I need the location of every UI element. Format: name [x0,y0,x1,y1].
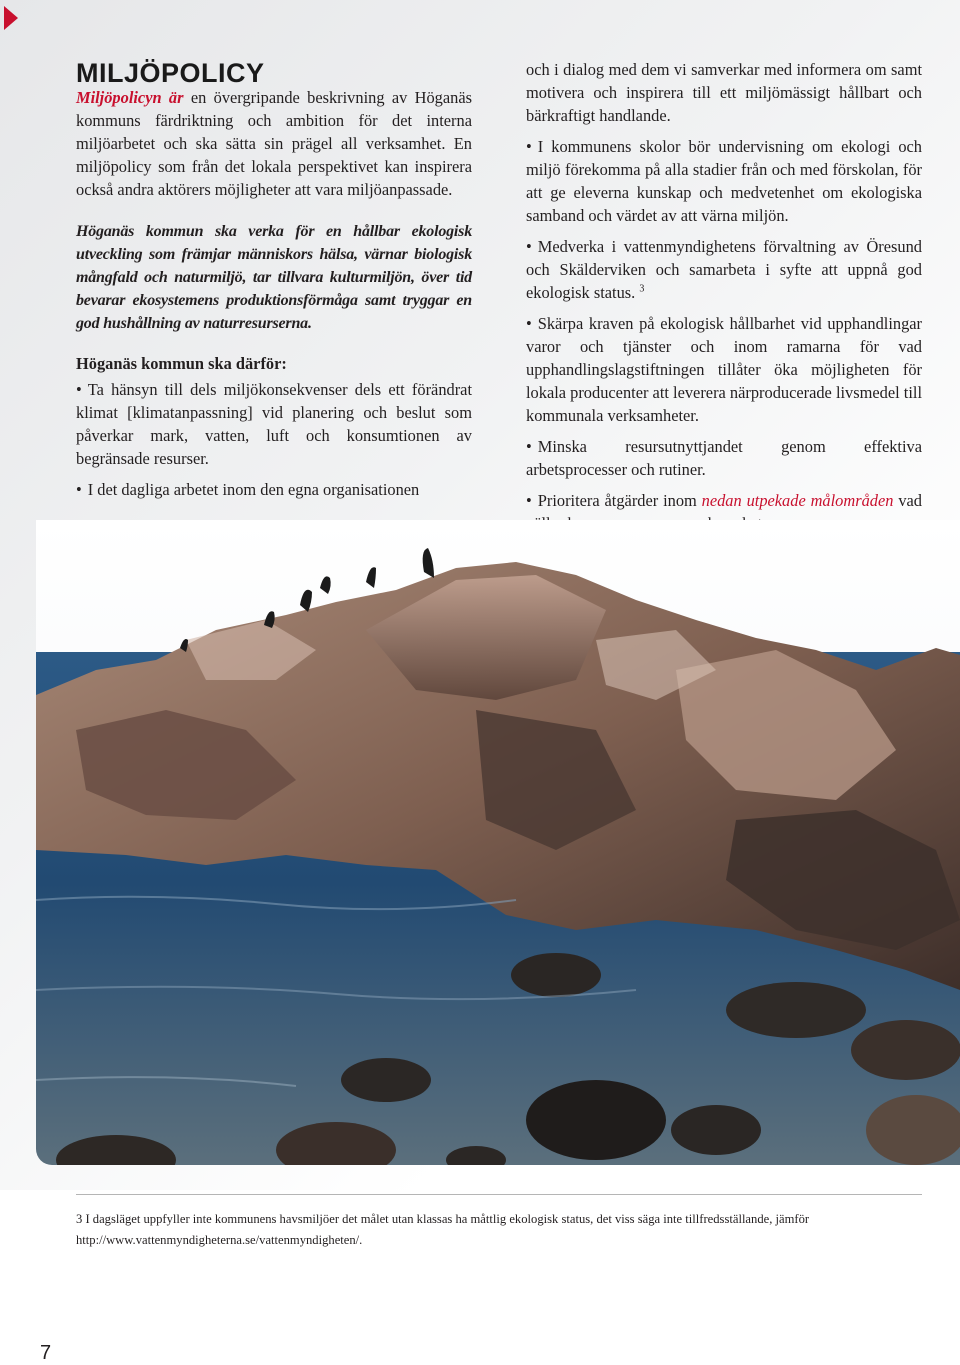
subheading: Höganäs kommun ska därför: [76,354,287,373]
target-areas-link[interactable]: nedan utpekade målområden [701,491,894,510]
policy-statement: Höganäs kommun ska verka för en hållbar ekologisk utveckling som främjar människors hälsa, värnar biologisk mångfald och naturmiljö, tar tillvara kulturmiljön, över tid bevarar ekosystemens produktionsförmåga samt tryggar en god hushållning av naturresurserna. [76,223,472,332]
bullet-icon: • [526,237,532,256]
right-column [526,58,922,535]
list-item-text: Medverka i vattenmyndighetens förvaltning av Öresund och Skälderviken och samarbeta i syfte att uppnå god ekologisk status. [526,237,922,302]
bullet-icon: • [76,480,82,499]
intro-text: en övergripande beskrivning av Höganäs kommuns färdriktning och ambition för det interna miljöarbetet och ska sätta sin prägel all verksamhet. En miljöpolicy som från det lokala perspektivet kan inspirera också andra aktörers möjligheter att vara miljöanpassade. [76,88,472,199]
list-item [526,135,922,227]
intro-lead: Miljöpolicyn är [76,88,184,107]
page-number: 7 [40,1342,52,1364]
footnote-number: 3 [76,1212,83,1226]
list-item-text: I kommunens skolor bör undervisning om ekologi och miljö förekomma på alla stadier från och med förskolan, för att ge eleverna kunskap och medvetenhet om ekologiska samband och värdet av att värna miljön. [526,137,922,225]
list-item-text: vad [898,491,922,510]
bullet-icon: • [526,437,532,456]
list-item-text: Minska resursutnyttjandet genom effektiva arbetsprocesser och rutiner. [526,437,922,479]
bullet-icon: • [526,491,532,510]
left-column [76,58,472,501]
list-item [526,235,922,304]
footnote-reference[interactable]: 3 [639,283,645,295]
bullet-icon: • [526,314,532,333]
list-item [526,312,922,427]
bullet-icon: • [76,380,82,399]
list-item [76,378,472,470]
list-item-text: Prioritera åtgärder inom [537,491,702,510]
page-title: MILJÖPOLICY [76,58,265,88]
list-item-text: Ta hänsyn till dels miljökonsekvenser dels ett förändrat klimat [klimatanpassning] vid planering och beslut som påverkar mark, vatten, luft och konsumtionen av begränsade resurser. [76,380,472,468]
footnote-text: I dagsläget uppfyller inte kommunens havsmiljöer det målet utan klassas ha måttlig ekologisk status, det viss säga inte tillfredsställande, jämför http://www.vattenmyndigheterna.se/vattenmyndigheten/. [76,1212,810,1247]
list-item-text: I det dagliga arbetet inom den egna organisationen [87,480,420,499]
footnote-divider [76,1194,922,1195]
coastal-rocks-photo [36,520,960,1165]
list-item-text: Skärpa kraven på ekologisk hållbarhet vid upphandlingar varor och tjänster och inom ramarna för vad upphandlingslagstiftningen tillåter öka möjligheten för lokala producenter att leverera närproducerade livsmedel till kommunala verksamheter. [526,314,922,425]
intro-paragraph [76,86,472,201]
list-item [526,435,922,481]
right-bullet-list [526,135,922,535]
footnote [76,1209,922,1251]
corner-marker-icon [4,6,18,30]
left-bullet-list [76,378,472,501]
continued-text: och i dialog med dem vi samverkar med informera om samt motivera och inspirera till ett miljömässigt hållbart och bärkraftigt handlande. [526,60,922,125]
list-item [76,478,472,501]
bullet-icon: • [526,137,532,156]
